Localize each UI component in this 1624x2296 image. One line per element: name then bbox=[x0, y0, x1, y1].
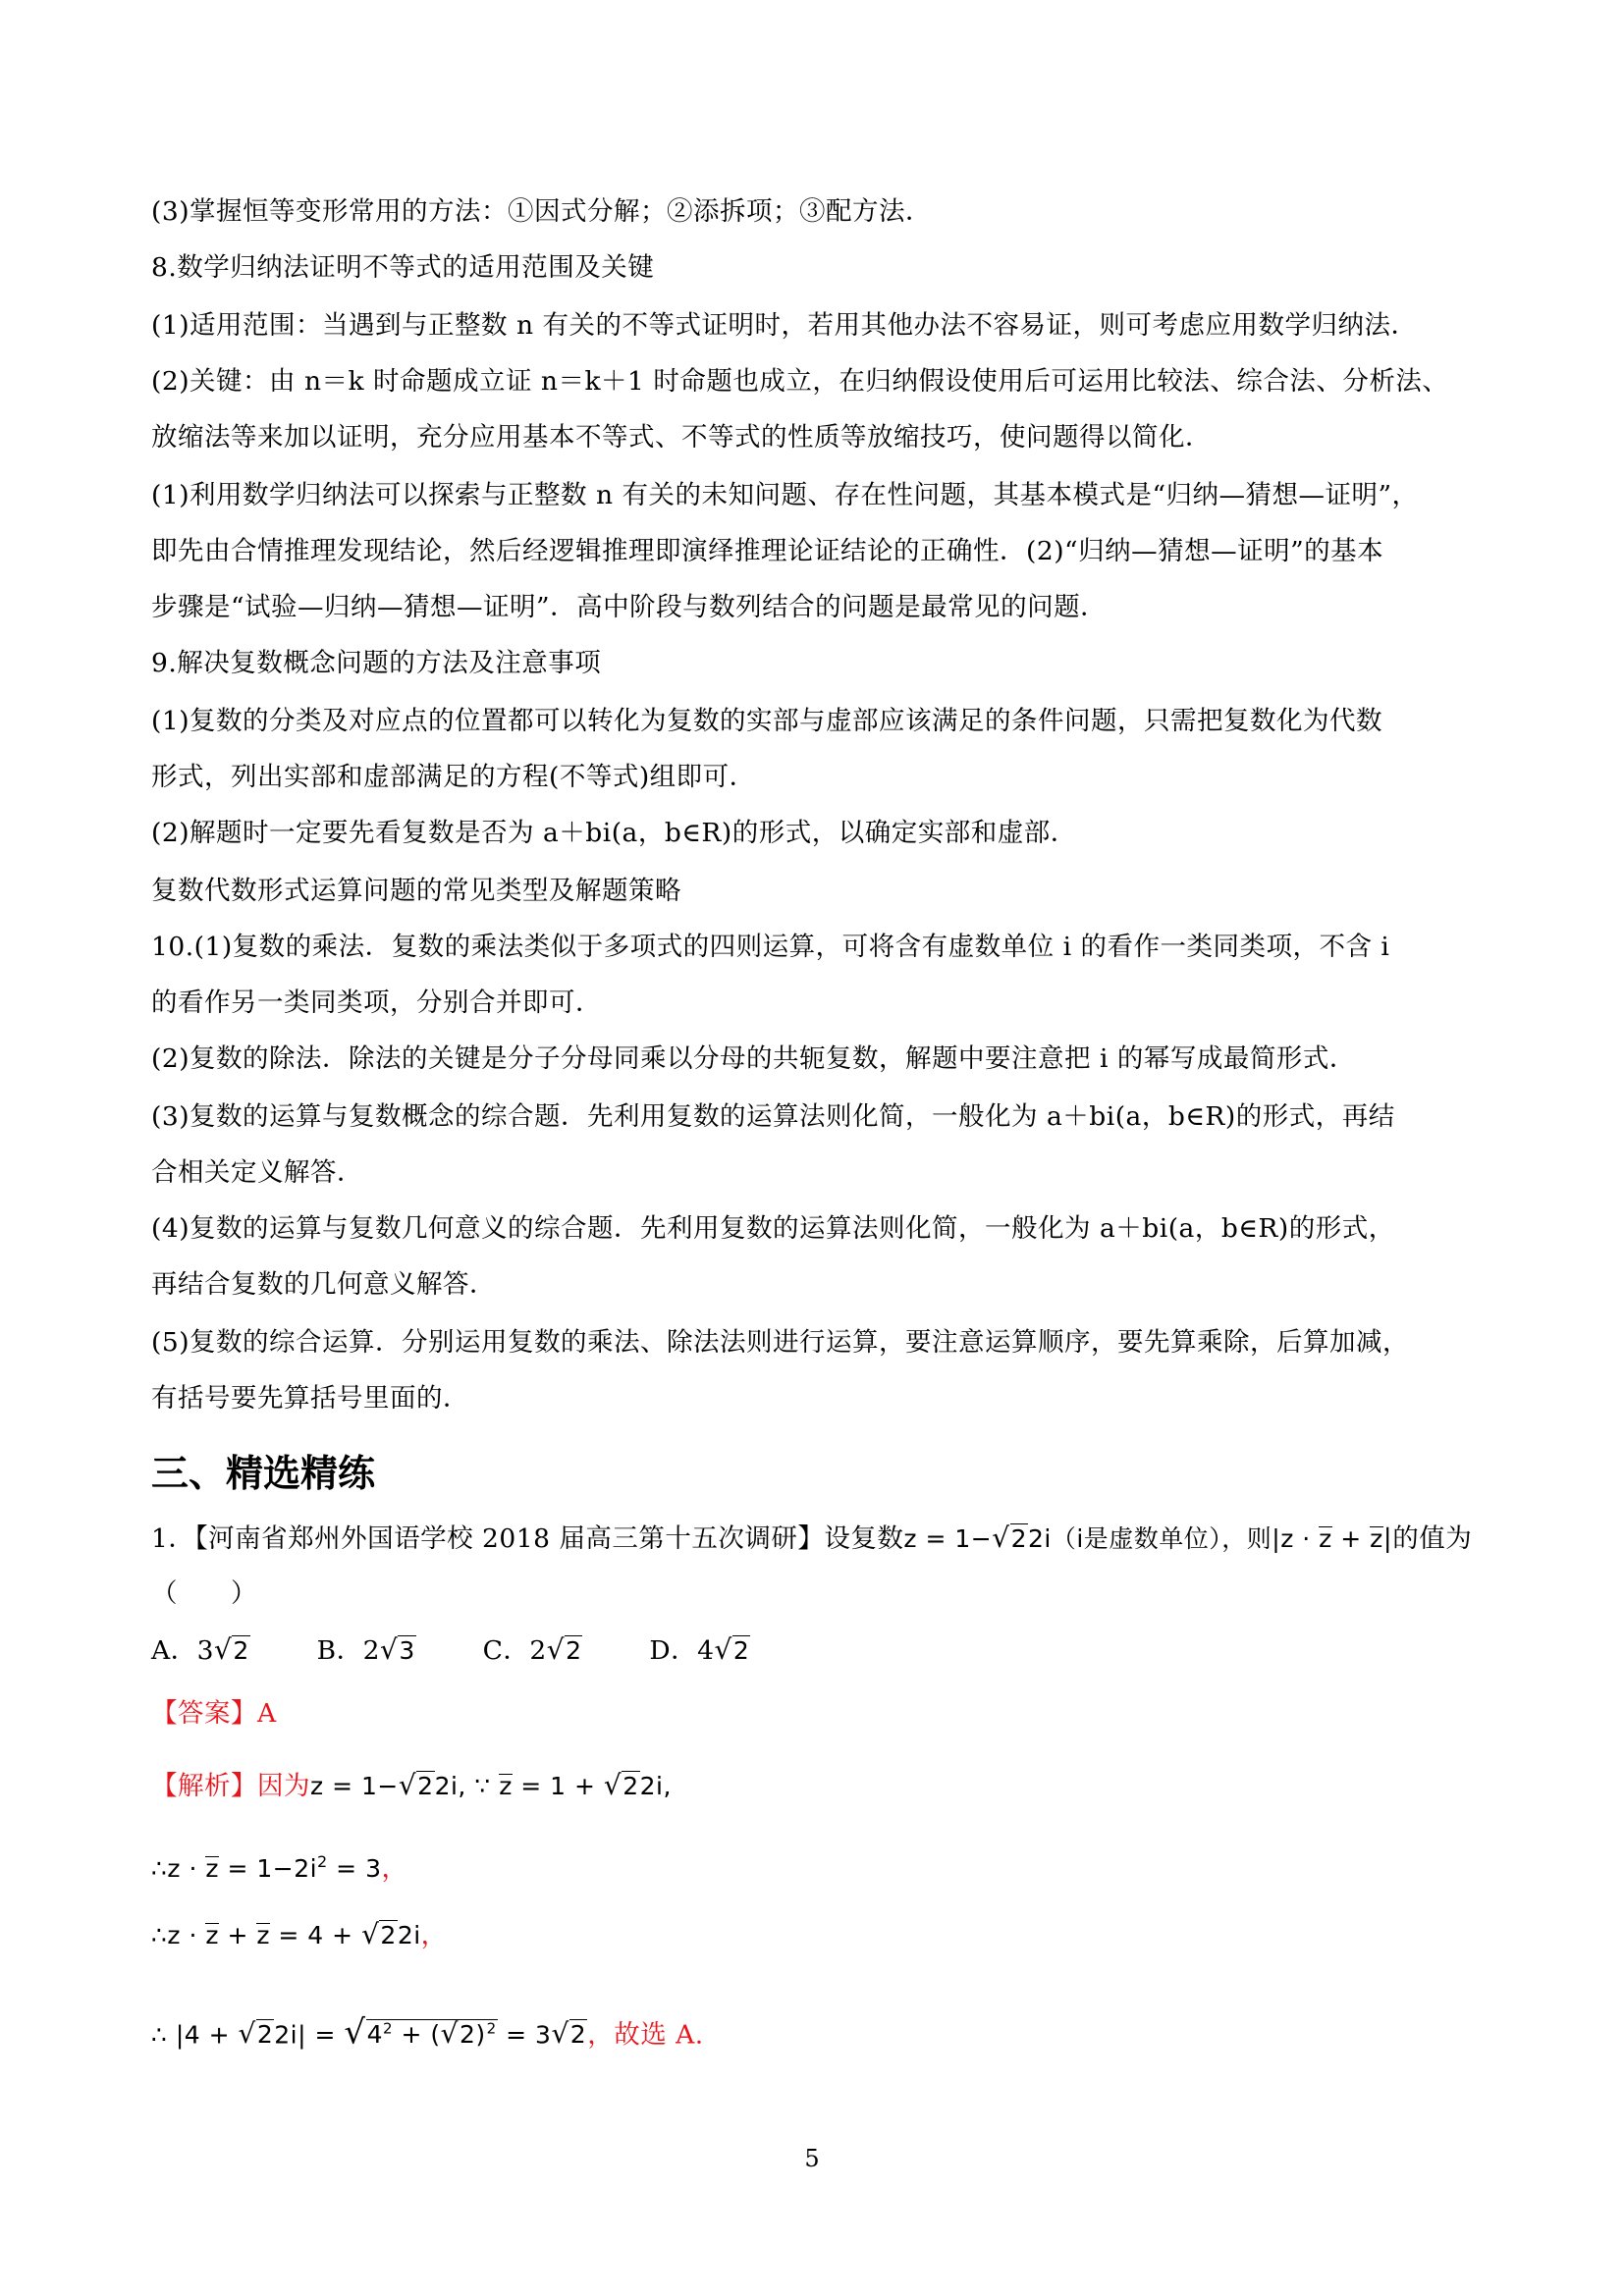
outer-sqrt: $√4^2 + (√2)^2$ bbox=[344, 2012, 497, 2053]
z-conjugate: z bbox=[1370, 1524, 1383, 1553]
z-conjugate: z bbox=[205, 1921, 219, 1949]
z-expr-b: 2i（i是虚数单位），则|z · bbox=[1027, 1524, 1320, 1553]
math-text: z = 1− bbox=[310, 1772, 399, 1800]
z-expr-a: z = 1− bbox=[903, 1524, 993, 1553]
text-line: (1)适用范围：当遇到与正整数 n 有关的不等式证明时，若用其他办法不容易证，则可考虑应用数学归纳法． bbox=[151, 310, 1418, 341]
z-expr-d: |的值为 bbox=[1382, 1523, 1473, 1554]
text-line: (1)复数的分类及对应点的位置都可以转化为复数的实部与虚部应该满足的条件问题，只需把复数化为代数 bbox=[151, 706, 1383, 736]
item-heading: 8.数学归纳法证明不等式的适用范围及关键 bbox=[151, 252, 655, 283]
option-d: D．4√2 bbox=[649, 1633, 750, 1666]
question-prefix: 1．【河南省郑州外国语学校 2018 届高三第十五次调研】设复数 bbox=[151, 1523, 904, 1554]
sqrt-2: √2 bbox=[361, 1918, 397, 1950]
item-heading: 复数代数形式运算问题的常见类型及解题策略 bbox=[151, 876, 681, 906]
sqrt-2: √2 bbox=[551, 2017, 587, 2051]
z-expr-c: + bbox=[1331, 1524, 1371, 1553]
text-line: 即先由合情推理发现结论，然后经逻辑推理即演绎推理论证结论的正确性．(2)“归纳—猜想—证明”的基本 bbox=[151, 536, 1384, 566]
item-heading: 9.解决复数概念问题的方法及注意事项 bbox=[151, 648, 602, 678]
math-text: 2i, bbox=[639, 1772, 672, 1800]
math-text: = 1−2i bbox=[219, 1853, 318, 1883]
text-line: 合相关定义解答． bbox=[151, 1157, 363, 1188]
text-line: (2)复数的除法．除法的关键是分子分母同乘以分母的共轭复数，解题中要注意把 i 的幂写成最简形式． bbox=[151, 1043, 1356, 1074]
analysis-line-1 bbox=[151, 1767, 1487, 1805]
answer-value: A bbox=[257, 1698, 277, 1729]
text-line: (3)复数的运算与复数概念的综合题．先利用复数的运算法则化简，一般化为 a＋bi(a，b∈R)的形式，再结 bbox=[151, 1101, 1395, 1132]
math-text: 2i bbox=[397, 1921, 421, 1949]
math-text: = 3 bbox=[497, 2020, 552, 2050]
analysis-line-4 bbox=[151, 2010, 1487, 2054]
section-heading: 三、精选精练 bbox=[151, 1452, 376, 1495]
sqrt-2: √2 bbox=[398, 1769, 434, 1801]
text-line: 有括号要先算括号里面的． bbox=[151, 1383, 469, 1414]
math-text: ∴z · bbox=[151, 1921, 206, 1949]
analysis-line-3 bbox=[151, 1916, 1487, 1954]
math-text: 2i| = bbox=[274, 2020, 345, 2050]
option-a: A．3√2 bbox=[151, 1633, 249, 1666]
text-line: 10.(1)复数的乘法．复数的乘法类似于多项式的四则运算，可将含有虚数单位 i 的看作一类同类项，不含 i bbox=[151, 932, 1390, 962]
conclusion: ，故选 A. bbox=[587, 2019, 704, 2051]
sqrt-2: √2 bbox=[603, 1769, 639, 1801]
text-line: 的看作另一类同类项，分别合并即可． bbox=[151, 988, 602, 1018]
text-line: (4)复数的运算与复数几何意义的综合题．先利用复数的运算法则化简，一般化为 a＋bi(a，b∈R)的形式， bbox=[151, 1213, 1395, 1244]
text-line: (1)利用数学归纳法可以探索与正整数 n 有关的未知问题、存在性问题，其基本模式是“归纳—猜想—证明”， bbox=[151, 480, 1419, 510]
text-line: 步骤是“试验—归纳—猜想—证明”．高中阶段与数列结合的问题是最常见的问题． bbox=[151, 592, 1108, 622]
question-stem bbox=[151, 1520, 1487, 1558]
text-line: 再结合复数的几何意义解答． bbox=[151, 1269, 496, 1300]
analysis-line-2 bbox=[151, 1843, 1487, 1888]
answer-tag: 【答案】 bbox=[151, 1698, 257, 1729]
z-conjugate: z bbox=[1319, 1524, 1332, 1553]
math-text: + bbox=[219, 1921, 257, 1949]
math-text: = 4 + bbox=[269, 1921, 362, 1949]
comma: ， bbox=[381, 1852, 408, 1884]
z-conjugate: z bbox=[499, 1772, 513, 1800]
text-line: 形式，列出实部和虚部满足的方程(不等式)组即可． bbox=[151, 762, 756, 792]
answer-line bbox=[151, 1695, 1487, 1733]
page-number: 5 bbox=[804, 2145, 820, 2172]
math-text: = 3 bbox=[327, 1853, 382, 1883]
text-line: 放缩法等来加以证明，充分应用基本不等式、不等式的性质等放缩技巧，使问题得以简化． bbox=[151, 422, 1212, 453]
text-line: (2)关键：由 n＝k 时命题成立证 n＝k＋1 时命题也成立，在归纳假设使用后可运用比较法、综合法、分析法、 bbox=[151, 366, 1449, 397]
options-row bbox=[151, 1631, 1487, 1670]
answer-paren: （ ） bbox=[151, 1578, 257, 1609]
text-line: (3)掌握恒等变形常用的方法：①因式分解；②添拆项；③配方法． bbox=[151, 196, 933, 227]
math-text: ∴ |4 + bbox=[151, 2020, 239, 2050]
math-text: = 1 + bbox=[512, 1772, 604, 1800]
comma: ， bbox=[420, 1920, 448, 1950]
option-b: B．2√3 bbox=[316, 1633, 415, 1666]
analysis-tag: 【解析】 bbox=[151, 1771, 257, 1801]
math-text: ∴z · bbox=[151, 1853, 206, 1883]
z-conjugate: z bbox=[205, 1853, 219, 1883]
analysis-lead: 因为 bbox=[257, 1771, 310, 1801]
sqrt-2: √2 bbox=[238, 2017, 274, 2051]
option-c: C．2√2 bbox=[482, 1633, 582, 1666]
text-line: (5)复数的综合运算．分别运用复数的乘法、除法法则进行运算，要注意运算顺序，要先算乘除，后算加减， bbox=[151, 1327, 1410, 1358]
text-line: (2)解题时一定要先看复数是否为 a＋bi(a，b∈R)的形式，以确定实部和虚部． bbox=[151, 818, 1077, 848]
z-conjugate: z bbox=[256, 1921, 270, 1949]
math-text: 2i, ∵ bbox=[434, 1772, 500, 1800]
exponent: 2 bbox=[317, 1852, 328, 1871]
sqrt-2: √2 bbox=[992, 1522, 1027, 1554]
